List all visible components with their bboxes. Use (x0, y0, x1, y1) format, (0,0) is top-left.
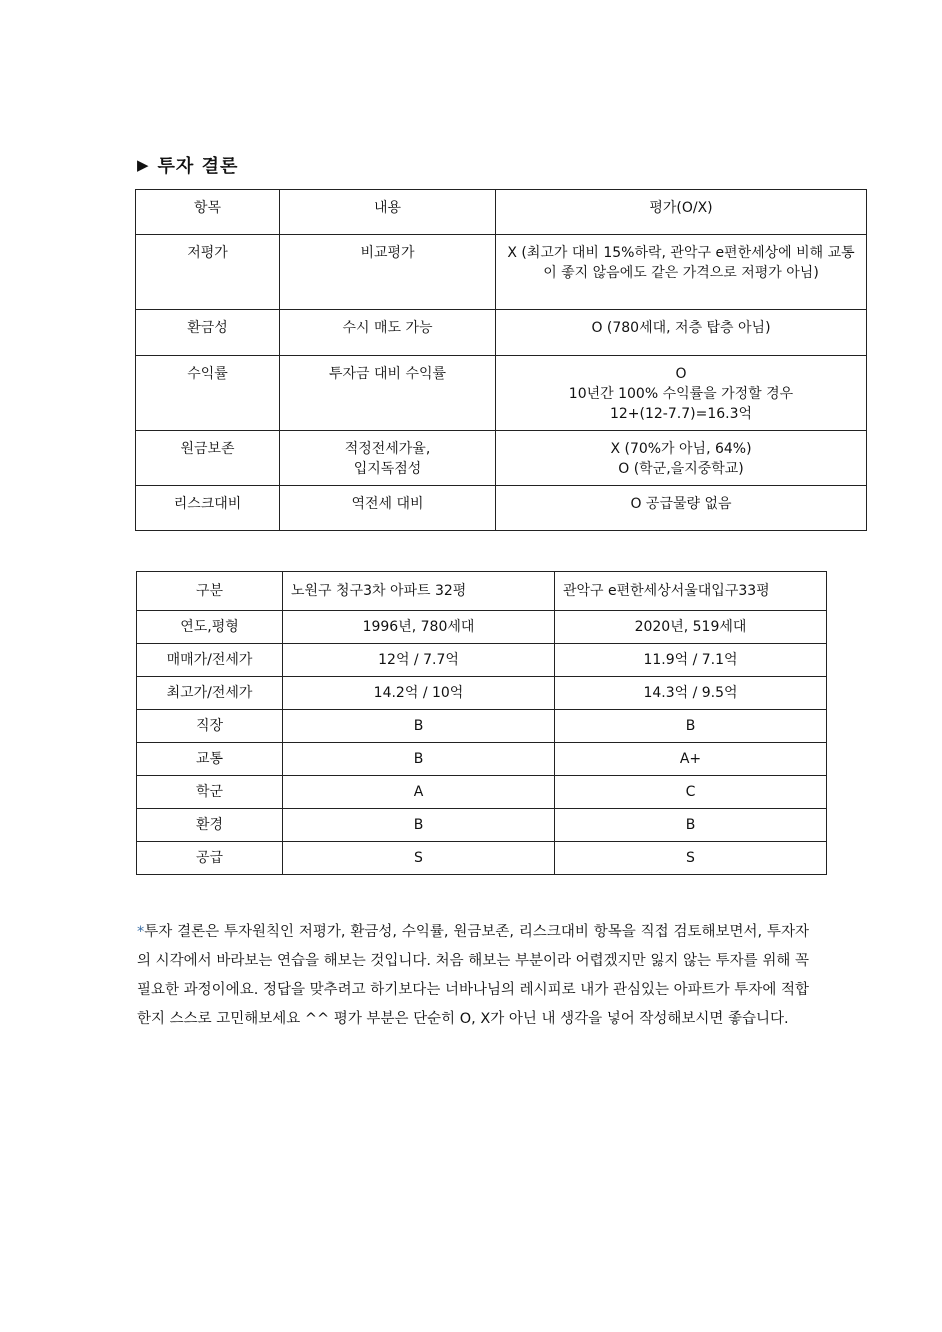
section-title (137, 152, 238, 178)
note-paragraph (137, 918, 809, 1034)
apartment-b-cell: B (555, 809, 827, 842)
apartment-b-cell: B (555, 710, 827, 743)
header-cell-category: 구분 (137, 572, 283, 611)
table-row (136, 486, 867, 531)
apartment-a-cell: B (283, 743, 555, 776)
content-line: 적정전세가율, (344, 441, 431, 457)
table-row (137, 644, 827, 677)
table-row (137, 809, 827, 842)
evaluation-cell (496, 431, 867, 486)
label-cell: 매매가/전세가 (137, 644, 283, 677)
label-cell: 학군 (137, 776, 283, 809)
header-cell-evaluation: 평가(O/X) (496, 190, 867, 235)
header-cell-apartment-a: 노원구 청구3차 아파트 32평 (283, 572, 555, 611)
table-row (136, 235, 867, 310)
table-row (137, 776, 827, 809)
comparison-table (136, 571, 827, 875)
table-row (137, 710, 827, 743)
content-line: 입지독점성 (353, 461, 422, 477)
content-cell: 비교평가 (280, 235, 496, 310)
evaluation-line: 10년간 100% 수익률을 가정할 경우 (568, 386, 794, 402)
content-cell: 역전세 대비 (280, 486, 496, 531)
item-cell: 수익률 (136, 356, 280, 431)
note-asterisk: * (137, 924, 145, 940)
evaluation-cell: O (780세대, 저층 탑층 아님) (496, 310, 867, 356)
note-text: 투자 결론은 투자원칙인 저평가, 환금성, 수익률, 원금보존, 리스크대비 항목을 직접 검토해보면서, 투자자의 시각에서 바라보는 연습을 해보는 것입니다. 처음 해보는 부분이라 어렵겠지만 잃지 않는 투자를 위해 꼭 필요한 과정이에요. 정답을 맞추려고 하기보다는 너바나님의 레시피로 내가 관심있는 아파트가 투자에 적합한지 스스로 고민해보세요 ^^ 평가 부분은 단순히 O, X가 아닌 내 생각을 넣어 작성해보시면 좋습니다. (137, 924, 809, 1027)
apartment-b-cell: C (555, 776, 827, 809)
item-cell: 원금보존 (136, 431, 280, 486)
apartment-b-cell: 2020년, 519세대 (555, 611, 827, 644)
apartment-a-cell: B (283, 710, 555, 743)
content-cell: 투자금 대비 수익률 (280, 356, 496, 431)
label-cell: 환경 (137, 809, 283, 842)
label-cell: 직장 (137, 710, 283, 743)
header-cell-apartment-b: 관악구 e편한세상서울대입구33평 (555, 572, 827, 611)
item-cell: 환금성 (136, 310, 280, 356)
apartment-b-cell: S (555, 842, 827, 875)
triangle-marker-icon: ▶ (137, 156, 150, 174)
apartment-a-cell: A (283, 776, 555, 809)
apartment-a-cell: B (283, 809, 555, 842)
item-cell: 리스크대비 (136, 486, 280, 531)
table-row (136, 356, 867, 431)
apartment-a-cell: S (283, 842, 555, 875)
content-cell: 수시 매도 가능 (280, 310, 496, 356)
label-cell: 최고가/전세가 (137, 677, 283, 710)
evaluation-cell (496, 356, 867, 431)
table-row (137, 743, 827, 776)
apartment-b-cell: A+ (555, 743, 827, 776)
table-row (136, 431, 867, 486)
evaluation-table (135, 189, 867, 531)
evaluation-cell: X (최고가 대비 15%하락, 관악구 e편한세상에 비해 교통이 좋지 않음에도 같은 가격으로 저평가 아님) (496, 235, 867, 310)
header-cell-content: 내용 (280, 190, 496, 235)
section-title-text: 투자 결론 (157, 156, 239, 177)
apartment-b-cell: 14.3억 / 9.5억 (555, 677, 827, 710)
evaluation-line: X (70%가 아님, 64%) (610, 441, 752, 457)
apartment-a-cell: 14.2억 / 10억 (283, 677, 555, 710)
apartment-a-cell: 1996년, 780세대 (283, 611, 555, 644)
evaluation-line: O (675, 366, 687, 382)
apartment-a-cell: 12억 / 7.7억 (283, 644, 555, 677)
evaluation-line: 12+(12-7.7)=16.3억 (609, 406, 753, 422)
evaluation-cell: O 공급물량 없음 (496, 486, 867, 531)
label-cell: 교통 (137, 743, 283, 776)
label-cell: 공급 (137, 842, 283, 875)
content-cell (280, 431, 496, 486)
table-row (137, 842, 827, 875)
table-header-row (136, 190, 867, 235)
apartment-b-cell: 11.9억 / 7.1억 (555, 644, 827, 677)
table-row (137, 677, 827, 710)
table-header-row (137, 572, 827, 611)
table-row (136, 310, 867, 356)
item-cell: 저평가 (136, 235, 280, 310)
header-cell-item: 항목 (136, 190, 280, 235)
table-row (137, 611, 827, 644)
evaluation-line: O (학군,을지중학교) (618, 461, 744, 477)
label-cell: 연도,평형 (137, 611, 283, 644)
